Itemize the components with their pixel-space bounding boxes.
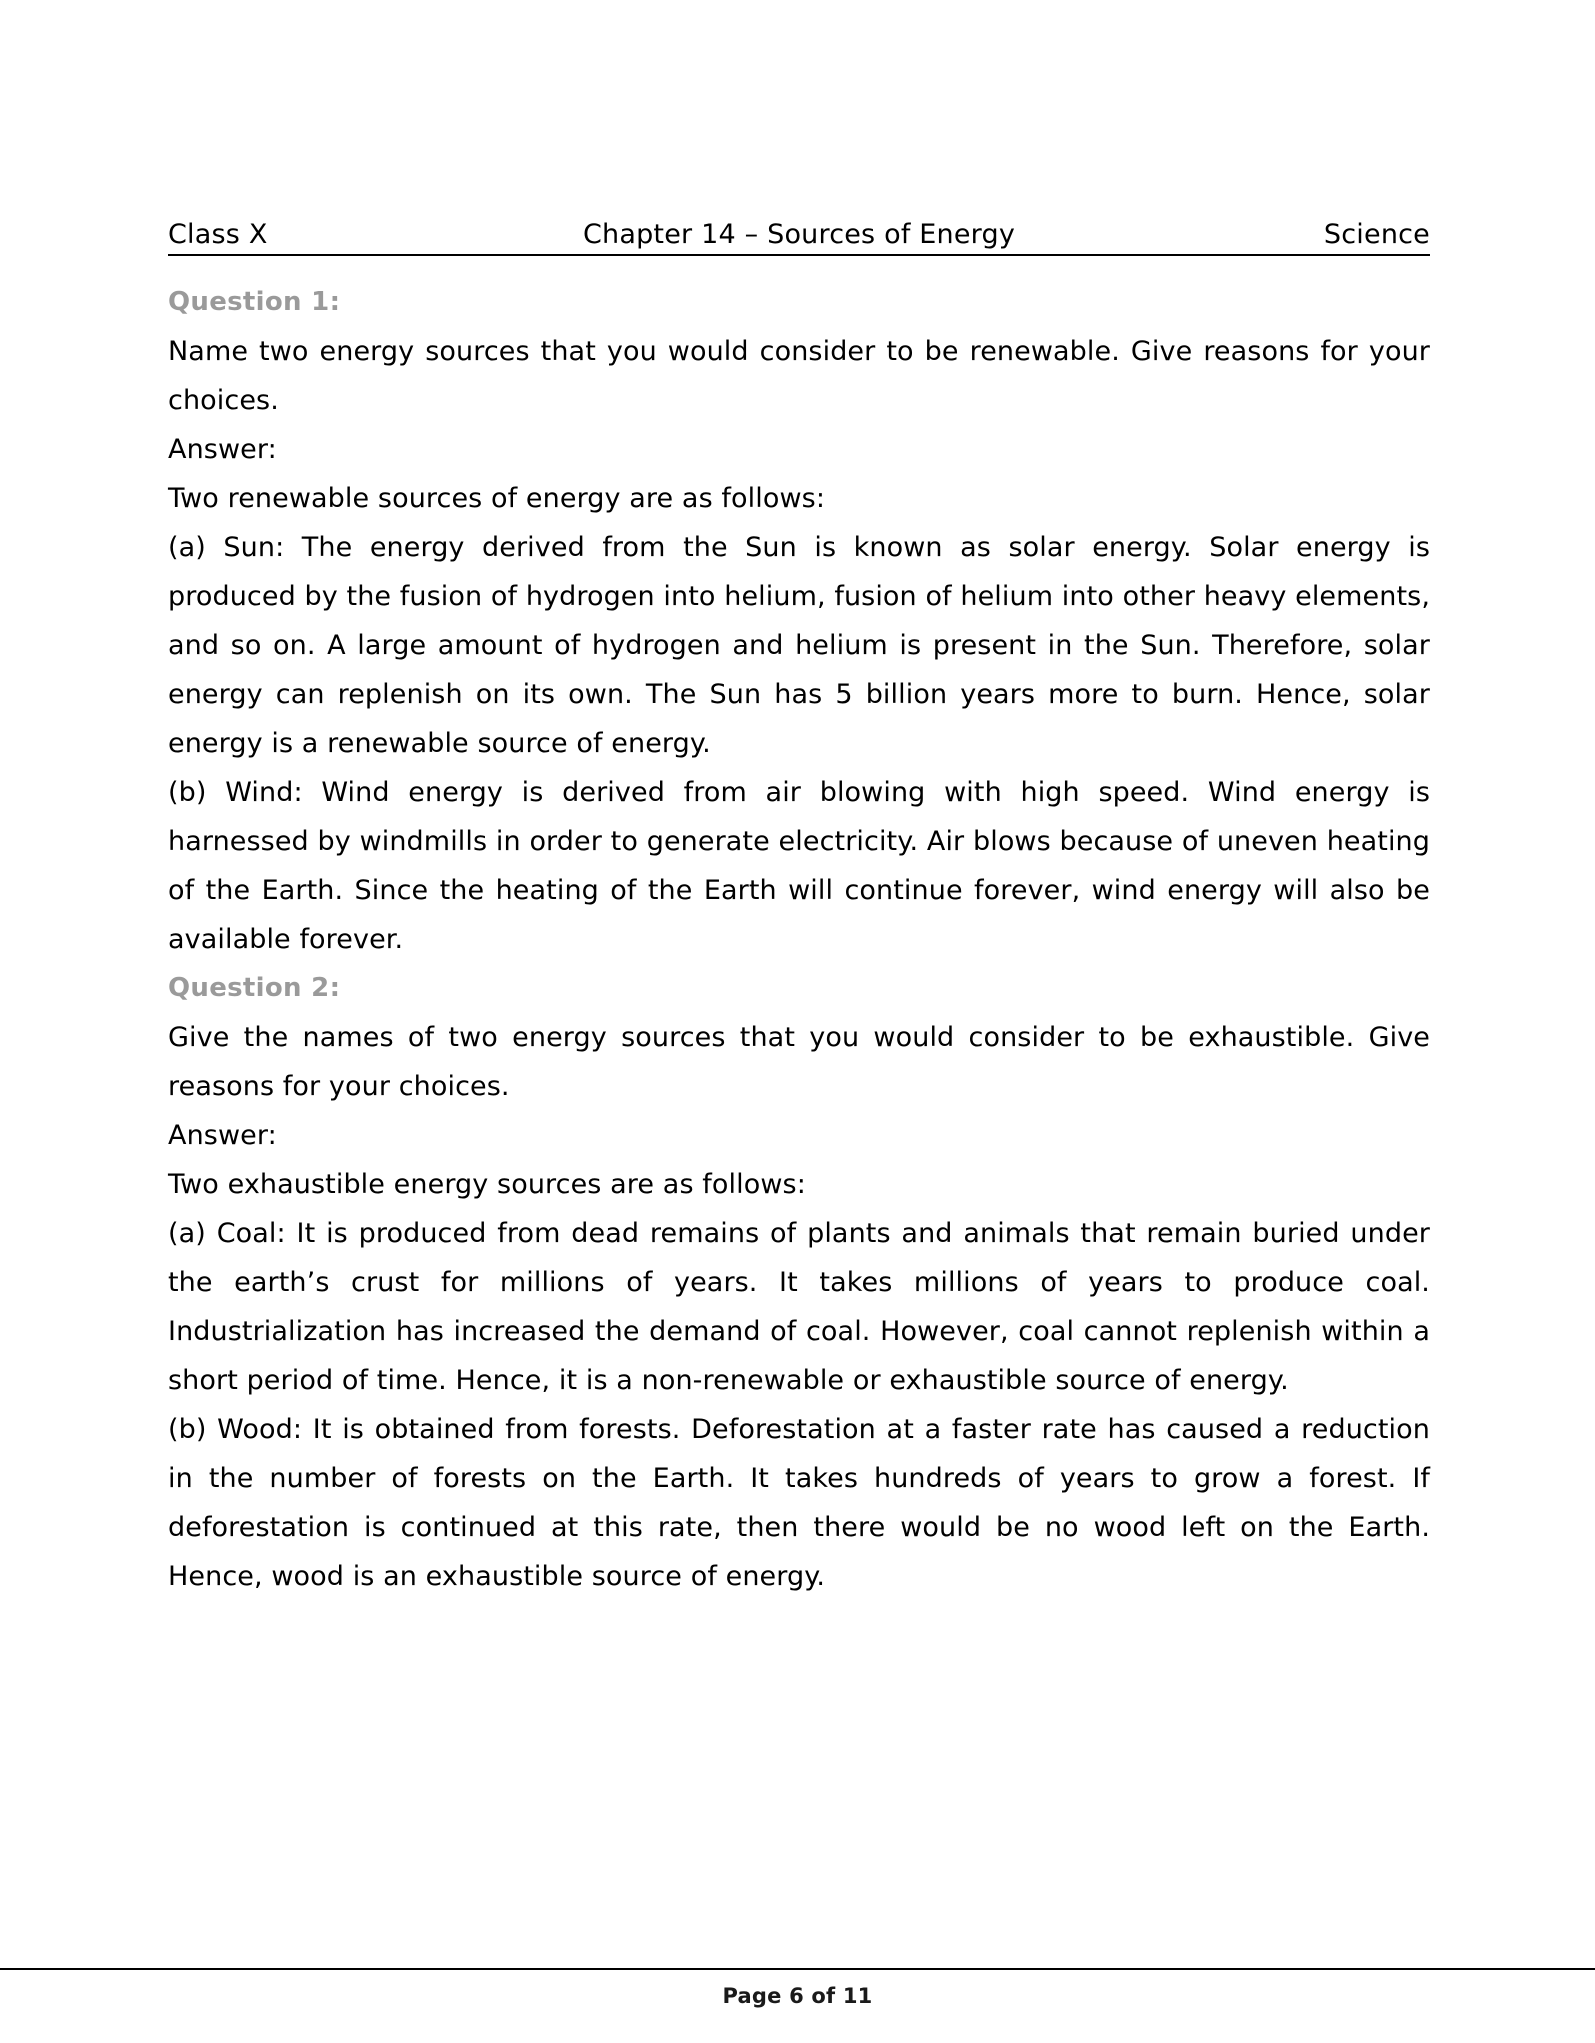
answer-point-1b: (b) Wind: Wind energy is derived from air blowing with high speed. Wind energy is harnessed by windmills in order to generate electricity. Air blows because of uneven heating of the Earth. Since the heating of the Earth will continue forever, wind energy will also be available forever. — [168, 777, 1430, 955]
footer-divider — [0, 1968, 1595, 1970]
answer-label-2: Answer: — [168, 1120, 277, 1151]
answer-point-2a: (a) Coal: It is produced from dead remains of plants and animals that remain buried under the earth’s crust for millions of years. It takes millions of years to produce coal. Industrialization has increased the demand of coal. However, coal cannot replenish within a short period of time. Hence, it is a non-renewable or exhaustible source of energy. — [168, 1218, 1430, 1396]
answer-point-2b: (b) Wood: It is obtained from forests. Deforestation at a faster rate has caused a reduction in the number of forests on the Earth. It takes hundreds of years to grow a forest. If deforestation is continued at this rate, then there would be no wood left on the Earth. Hence, wood is an exhaustible source of energy. — [168, 1414, 1430, 1592]
header-chapter-title: Chapter 14 – Sources of Energy — [582, 219, 1016, 250]
page-number-label: Page 6 of 11 — [722, 1984, 873, 2008]
answer-label-1: Answer: — [168, 434, 277, 465]
question-prompt-1: Name two energy sources that you would consider to be renewable. Give reasons for your choices. — [168, 336, 1430, 416]
question-prompt-2: Give the names of two energy sources that you would consider to be exhaustible. Give reasons for your choices. — [168, 1022, 1430, 1102]
page-header — [168, 206, 1430, 252]
answer-point-1a: (a) Sun: The energy derived from the Sun is known as solar energy. Solar energy is produced by the fusion of hydrogen into helium, fusion of helium into other heavy elements, and so on. A large amount of hydrogen and helium is present in the Sun. Therefore, solar energy can replenish on its own. The Sun has 5 billion years more to burn. Hence, solar energy is a renewable source of energy. — [168, 532, 1430, 759]
header-divider — [168, 254, 1430, 256]
question-heading-1: Question 1: — [168, 287, 341, 317]
question-heading-2: Question 2: — [168, 973, 341, 1003]
header-subject-label: Science — [1323, 219, 1430, 250]
header-class-label: Class X — [168, 219, 268, 250]
answer-intro-1: Two renewable sources of energy are as follows: — [168, 483, 826, 514]
answer-intro-2: Two exhaustible energy sources are as follows: — [168, 1169, 806, 1200]
document-body — [168, 278, 1430, 1601]
